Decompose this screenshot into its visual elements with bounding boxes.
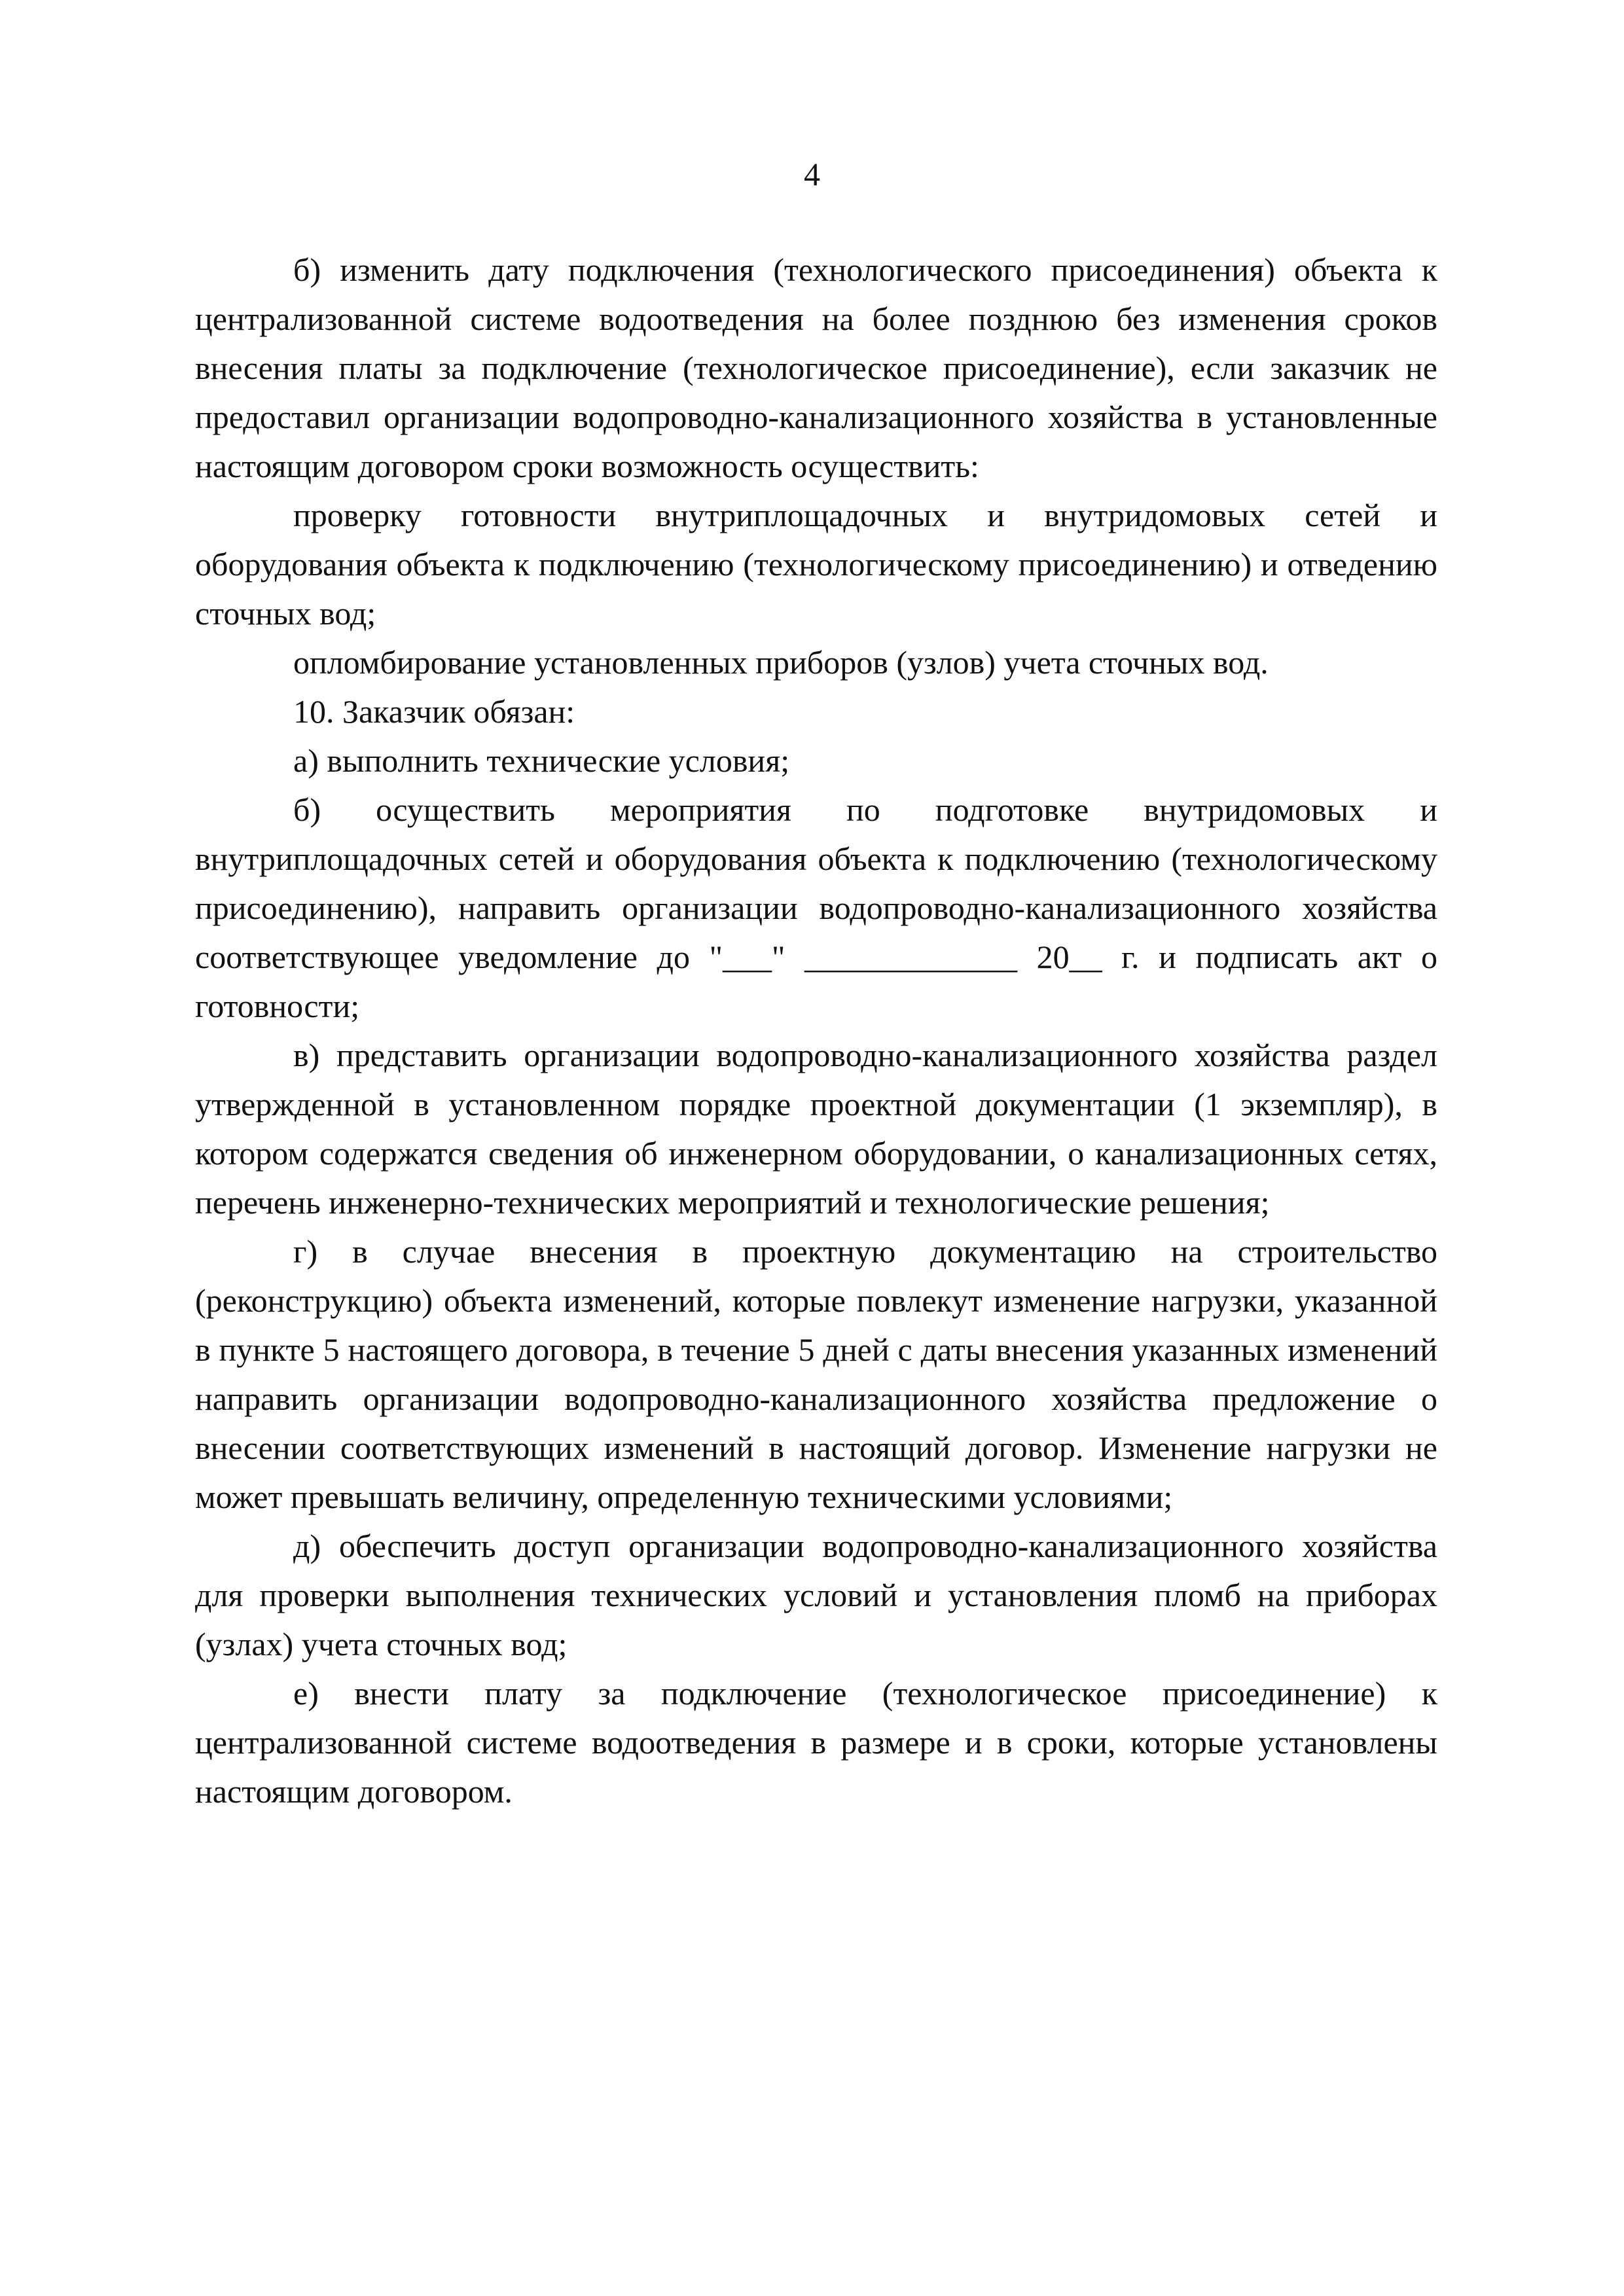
paragraph-sealing-meters: опломбирование установленных приборов (узлов) учета сточных вод. [293, 644, 1269, 681]
page-number: 4 [804, 156, 820, 192]
paragraph-customer-obliged: 10. Заказчик обязан: [293, 693, 575, 730]
paragraph-clause-d: д) обеспечить доступ организации водопроводно-канализационного хозяйства для проверки выполнения технических условий и установления пломб на приборах (узлах) учета сточных вод; [195, 1528, 1437, 1662]
document-body [195, 245, 1437, 1816]
paragraph-clause-a: а) выполнить технические условия; [293, 742, 790, 779]
paragraph-clause-v: в) представить организации водопроводно-канализационного хозяйства раздел утвержденной в установленном порядке проектной документации (1 экземпляр), в котором содержатся сведения об инженерном оборудовании, о канализационных сетях, перечень инженерно-технических мероприятий и технологические решения; [195, 1037, 1437, 1221]
paragraph-check-readiness: проверку готовности внутриплощадочных и внутридомовых сетей и оборудования объекта к подключению (технологическому присоединению) и отведению сточных вод; [195, 497, 1437, 632]
paragraph-clause-b-change-date: б) изменить дату подключения (технологического присоединения) объекта к централизованной системе водоотведения на более позднюю без изменения сроков внесения платы за подключение (технологическое присоединение), если заказчик не предоставил организации водопроводно-канализационного хозяйства в установленные настоящим договором сроки возможность осуществить: [195, 251, 1437, 484]
paragraph-clause-b: б) осуществить мероприятия по подготовке внутридомовых и внутриплощадочных сетей и оборудования объекта к подключению (технологическому присоединению), направить организации водопроводно-канализационного хозяйства соответствующее уведомление до "___" _____________ 20__ г. и подписать акт о готовности; [195, 791, 1437, 1024]
paragraph-clause-g: г) в случае внесения в проектную документацию на строительство (реконструкцию) объекта изменений, которые повлекут изменение нагрузки, указанной в пункте 5 настоящего договора, в течение 5 дней с даты внесения указанных изменений направить организации водопроводно-канализационного хозяйства предложение о внесении соответствующих изменений в настоящий договор. Изменение нагрузки не может превышать величину, определенную техническими условиями; [195, 1233, 1437, 1515]
paragraph-clause-e: е) внести плату за подключение (технологическое присоединение) к централизованной системе водоотведения в размере и в сроки, которые установлены настоящим договором. [195, 1675, 1437, 1810]
